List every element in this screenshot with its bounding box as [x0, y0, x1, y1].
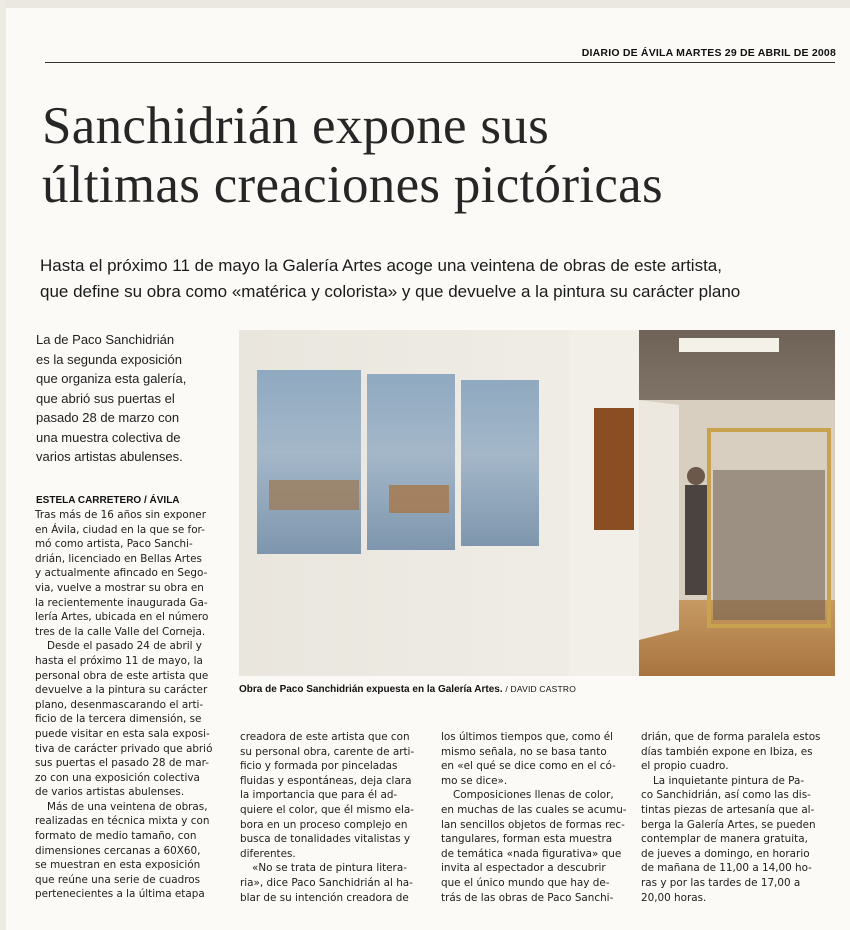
subheadline-line: Hasta el próximo 11 de mayo la Galería Artes acoge una veintena de obras de este artista, — [40, 256, 722, 275]
lede-line: pasado 28 de marzo con — [36, 410, 180, 425]
article-line: mismo señala, no se basa tanto — [441, 745, 607, 758]
photo-caption-text: Obra de Paco Sanchidrián expuesta en la Galería Artes. — [239, 684, 503, 695]
article-line: pertenecientes a la última etapa — [35, 888, 205, 901]
article-line: se muestran en esta exposición — [35, 859, 201, 872]
article-line: de jueves a domingo, en horario — [641, 847, 810, 860]
headline-line: Sanchidrián expone sus — [42, 97, 550, 155]
article-column-1 — [35, 508, 235, 902]
article-line: creadora de este artista que con — [240, 731, 410, 743]
painting-panel-3 — [461, 380, 539, 546]
article-line: quiere el color, que él mismo ela- — [240, 803, 415, 816]
article-line: La inquietante pintura de Pa- — [653, 774, 805, 787]
article-line: realizadas en técnica mixta y con — [35, 815, 210, 828]
subheadline-line: que define su obra como «matérica y colorista» y que devuelve a la pintura su carácter plano — [40, 282, 741, 301]
article-line: drián, que de forma paralela estos — [641, 731, 821, 743]
ceiling-light — [679, 338, 779, 352]
pillar — [639, 400, 679, 640]
painting-detail — [269, 480, 359, 510]
article-line: invita al espectador a descubrir — [441, 862, 606, 875]
article-line: tangulares, forman esta muestra — [441, 833, 613, 846]
article-line: el propio cuadro. — [641, 760, 729, 773]
lede-paragraph — [36, 330, 226, 467]
article-line: en Ávila, ciudad en la que se for- — [35, 523, 205, 536]
lede-line: una muestra colectiva de — [36, 429, 181, 445]
article-line: la recientemente inaugurada Ga- — [35, 596, 208, 609]
lede-line: que abrió sus puertas el — [36, 390, 175, 406]
photo-caption — [239, 684, 576, 695]
article-line: la importancia que para él ad- — [240, 789, 398, 802]
article-line: de temática «nada figurativa» que — [441, 847, 622, 860]
article-line: formato de medio tamaño, con — [35, 830, 197, 843]
article-line: puede visitar en esta sala exposi- — [35, 727, 210, 740]
article-line: mo se dice». — [441, 774, 508, 787]
headline — [42, 97, 842, 215]
article-line: 20,00 horas. — [641, 891, 707, 904]
article-line: fluidas y espontáneas, deja clara — [240, 774, 412, 787]
article-line: ficio y formada por pinceladas — [240, 760, 398, 773]
article-line: co Sanchidrián, así como las dis- — [641, 789, 811, 802]
painting-detail — [389, 485, 449, 513]
article-line: «No se trata de pintura litera- — [252, 862, 407, 875]
painting-panel-1 — [257, 370, 361, 554]
article-line: los últimos tiempos que, como él — [441, 731, 614, 743]
article-line: tiva de carácter privado que abrió — [35, 742, 213, 755]
article-line: de varios artistas abulenses. — [35, 786, 185, 799]
article-line: zo con una exposición colectiva — [35, 771, 200, 784]
article-line: plano, desenmascarando el arti- — [35, 698, 204, 711]
article-line: en muchas de las cuales se acumu- — [441, 803, 627, 816]
article-line: en «el qué se dice como en el có- — [441, 760, 616, 773]
painting-panel-2 — [367, 374, 455, 550]
article-line: que reúne una serie de cuadros — [35, 873, 201, 886]
gallery-photo — [239, 330, 835, 676]
article-line: ficio de la tercera dimensión, se — [35, 713, 202, 726]
article-column-2 — [240, 730, 435, 905]
article-line: contemplar de manera gratuita, — [641, 833, 808, 846]
article-line: tres de la calle Valle del Corneja. — [35, 625, 206, 638]
article-column-3 — [441, 730, 636, 905]
cabinet-interior — [713, 470, 825, 620]
visitor-figure — [685, 485, 707, 595]
article-line: de mañana de 11,00 a 14,00 ho- — [641, 862, 812, 875]
publication-date: MARTES 29 DE ABRIL DE 2008 — [676, 47, 836, 59]
article-line: ria», dice Paco Sanchidrián al ha- — [240, 876, 413, 889]
page-left-edge — [0, 0, 6, 930]
photo-credit: / DAVID CASTRO — [505, 684, 577, 694]
header-rule — [45, 62, 835, 63]
article-line: dimensiones cercanas a 60X60, — [35, 844, 201, 857]
article-line: trás de las obras de Paco Sanchi- — [441, 891, 614, 904]
article-line: ras y por las tardes de 17,00 a — [641, 876, 801, 889]
byline: ESTELA CARRETERO / ÁVILA — [36, 495, 180, 506]
lede-line: que organiza esta galería, — [36, 371, 187, 386]
article-line: berga la Galería Artes, se pueden — [641, 818, 816, 831]
subheadline — [40, 253, 840, 305]
page-top-edge — [0, 0, 850, 8]
article-line: diferentes. — [240, 847, 296, 860]
visitor-head — [687, 467, 705, 485]
article-column-4 — [641, 730, 836, 905]
article-line: su personal obra, carente de arti- — [240, 745, 415, 758]
lede-line: es la segunda exposición — [36, 351, 182, 367]
article-line: Más de una veintena de obras, — [47, 800, 208, 813]
article-line: bora en un proceso complejo en — [240, 818, 408, 831]
article-line: busca de tonalidades vitalistas y — [240, 833, 411, 846]
article-line: blar de su intención creadora de — [240, 891, 409, 904]
article-line: hasta el próximo 11 de mayo, la — [35, 654, 203, 667]
article-line: personal obra de este artista que — [35, 669, 209, 682]
article-line: Composiciones llenas de color, — [453, 789, 614, 802]
article-line: devuelve a la pintura su carácter — [35, 684, 208, 697]
article-line: que el único mundo que hay de- — [441, 876, 610, 889]
article-line: tintas piezas de artesanía que al- — [641, 803, 815, 816]
publication-name: DIARIO DE ÁVILA — [581, 47, 674, 59]
article-line: sus puertas el pasado 28 de mar- — [35, 757, 209, 770]
article-line: y actualmente afincado en Sego- — [35, 567, 208, 580]
article-line: lería Artes, ubicada en el número — [35, 611, 209, 624]
article-line: via, vuelve a mostrar su obra en — [35, 581, 204, 594]
masthead — [582, 47, 836, 59]
lede-line: La de Paco Sanchidrián — [36, 332, 175, 347]
article-line: mó como artista, Paco Sanchi- — [35, 538, 193, 551]
small-painting — [594, 408, 634, 530]
article-line: días también expone en Ibiza, es — [641, 745, 813, 758]
article-line: Desde el pasado 24 de abril y — [47, 640, 202, 653]
lede-line: varios artistas abulenses. — [36, 449, 183, 464]
article-line: lan sencillos objetos de formas rec- — [441, 818, 625, 831]
article-line: Tras más de 16 años sin exponer — [35, 509, 206, 521]
article-line: drián, licenciado en Bellas Artes — [35, 552, 202, 565]
headline-line: últimas creaciones pictóricas — [42, 156, 663, 214]
